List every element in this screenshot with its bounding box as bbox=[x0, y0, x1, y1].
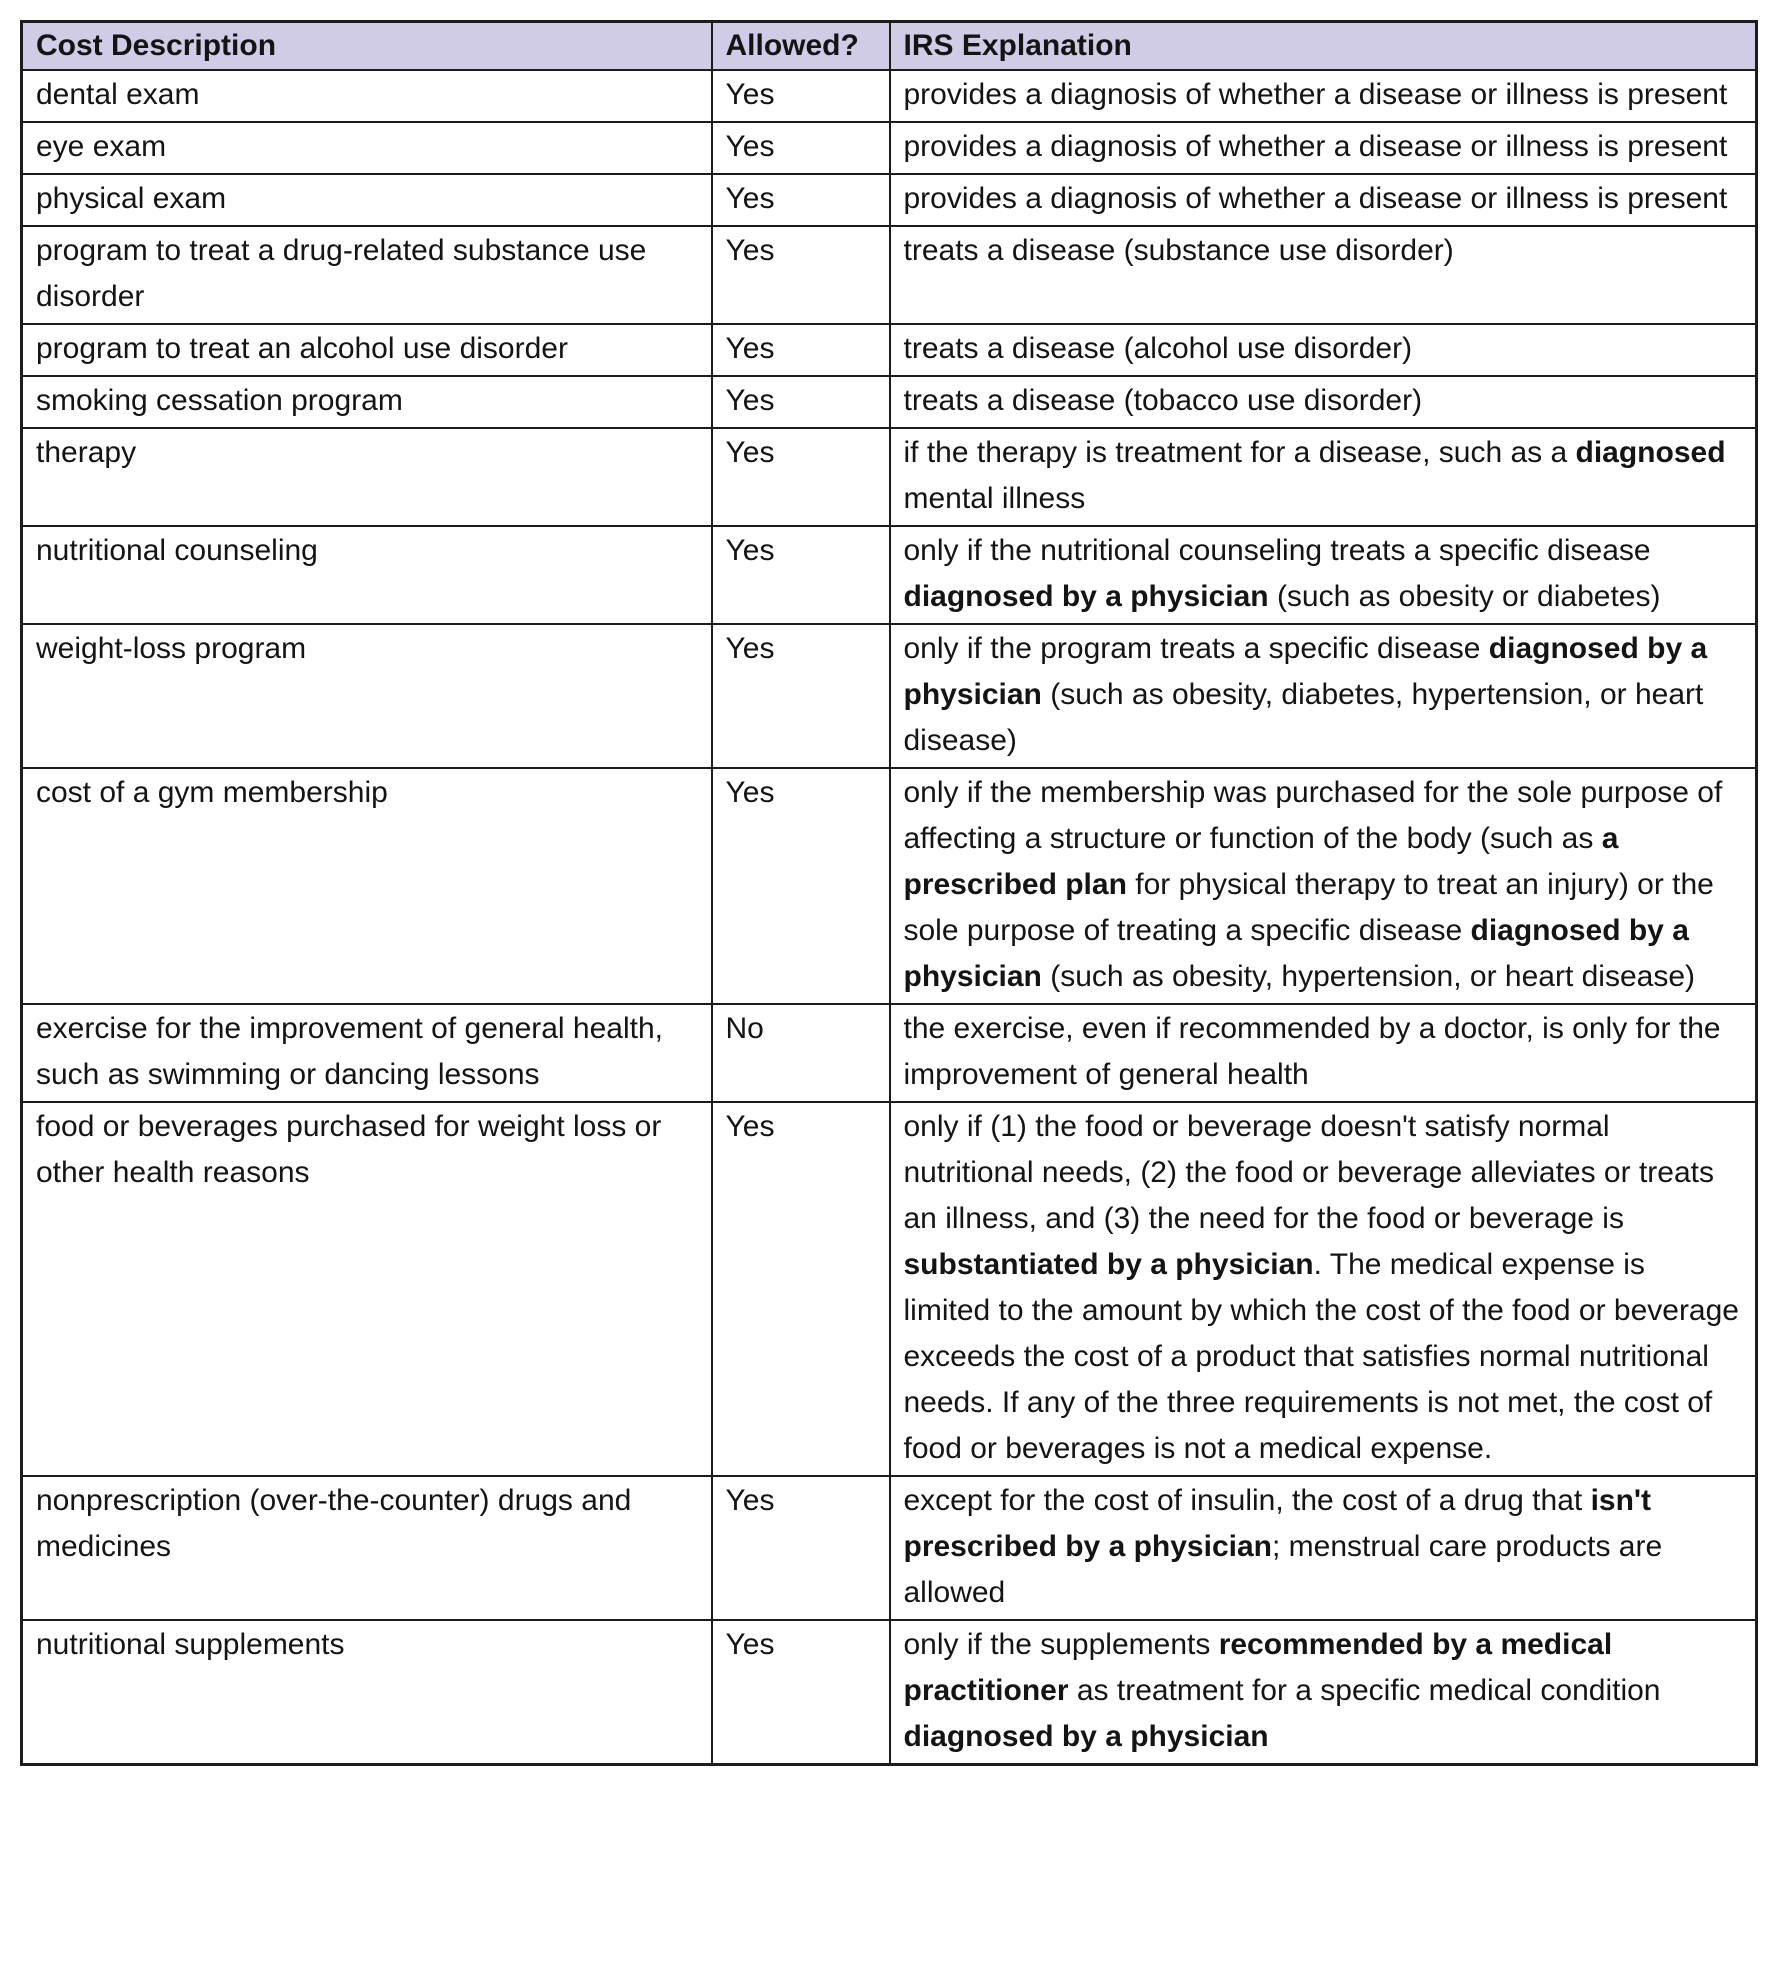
allowed-cell: Yes bbox=[712, 1102, 890, 1476]
header-allowed: Allowed? bbox=[712, 22, 890, 71]
cost-description-cell: eye exam bbox=[22, 122, 712, 174]
explanation-bold-segment: diagnosed by a physician bbox=[903, 580, 1269, 613]
explanation-bold-segment: substantiated by a physician bbox=[903, 1248, 1314, 1281]
cost-description-cell: food or beverages purchased for weight loss or other health reasons bbox=[22, 1102, 712, 1476]
explanation-bold-segment: diagnosed by a physician bbox=[903, 632, 1708, 711]
explanation-segment: only if (1) the food or beverage doesn't satisfy normal nutritional needs, (2) the food or beverage alleviates or treats an illness, and (3) the need for the food or beverage is bbox=[903, 1110, 1714, 1235]
explanation-segment: provides a diagnosis of whether a disease or illness is present bbox=[903, 182, 1728, 215]
allowed-cell: Yes bbox=[712, 324, 890, 376]
cost-description-cell: nonprescription (over-the-counter) drugs and medicines bbox=[22, 1476, 712, 1620]
cost-description-cell: physical exam bbox=[22, 174, 712, 226]
explanation-segment: treats a disease (alcohol use disorder) bbox=[903, 332, 1413, 365]
explanation-segment: treats a disease (tobacco use disorder) bbox=[903, 384, 1423, 417]
table-row bbox=[22, 1620, 1757, 1765]
explanation-segment: (such as obesity, diabetes, hypertension, or heart disease) bbox=[903, 678, 1704, 757]
cost-description-cell: weight-loss program bbox=[22, 624, 712, 768]
explanation-segment: the exercise, even if recommended by a doctor, is only for the improvement of general health bbox=[903, 1012, 1721, 1091]
explanation-segment: only if the membership was purchased for the sole purpose of affecting a structure or function of the body (such as bbox=[903, 776, 1723, 855]
allowed-cell: Yes bbox=[712, 70, 890, 122]
explanation-cell bbox=[890, 174, 1757, 226]
cost-description-cell: dental exam bbox=[22, 70, 712, 122]
explanation-segment: except for the cost of insulin, the cost of a drug that bbox=[903, 1484, 1591, 1517]
table-row bbox=[22, 174, 1757, 226]
header-irs-explanation: IRS Explanation bbox=[890, 22, 1757, 71]
explanation-segment: only if the program treats a specific disease bbox=[903, 632, 1489, 665]
table-row bbox=[22, 624, 1757, 768]
cost-description-cell: program to treat an alcohol use disorder bbox=[22, 324, 712, 376]
header-cost-description: Cost Description bbox=[22, 22, 712, 71]
explanation-cell bbox=[890, 1476, 1757, 1620]
table-row bbox=[22, 1476, 1757, 1620]
explanation-cell bbox=[890, 1620, 1757, 1765]
cost-description-cell: program to treat a drug-related substance use disorder bbox=[22, 226, 712, 324]
explanation-segment: provides a diagnosis of whether a disease or illness is present bbox=[903, 130, 1728, 163]
table-row bbox=[22, 768, 1757, 1004]
cost-description-cell: smoking cessation program bbox=[22, 376, 712, 428]
table-row bbox=[22, 70, 1757, 122]
explanation-bold-segment: a prescribed plan bbox=[903, 822, 1619, 901]
explanation-cell bbox=[890, 226, 1757, 324]
allowed-cell: Yes bbox=[712, 428, 890, 526]
cost-description-cell: cost of a gym membership bbox=[22, 768, 712, 1004]
explanation-segment: (such as obesity or diabetes) bbox=[1268, 580, 1661, 613]
explanation-cell bbox=[890, 1004, 1757, 1102]
allowed-cell: Yes bbox=[712, 226, 890, 324]
explanation-bold-segment: diagnosed by a physician bbox=[903, 1720, 1269, 1753]
cost-description-cell: nutritional supplements bbox=[22, 1620, 712, 1765]
explanation-segment: provides a diagnosis of whether a disease or illness is present bbox=[903, 78, 1728, 111]
explanation-segment: only if the nutritional counseling treats a specific disease bbox=[903, 534, 1651, 567]
cost-description-cell: nutritional counseling bbox=[22, 526, 712, 624]
table-row bbox=[22, 428, 1757, 526]
allowed-cell: Yes bbox=[712, 624, 890, 768]
allowed-cell: Yes bbox=[712, 122, 890, 174]
allowed-cell: Yes bbox=[712, 174, 890, 226]
table-body bbox=[22, 70, 1757, 1765]
explanation-bold-segment: recommended by a medical practitioner bbox=[903, 1628, 1613, 1707]
explanation-cell bbox=[890, 526, 1757, 624]
explanation-cell bbox=[890, 768, 1757, 1004]
explanation-segment: . The medical expense is limited to the amount by which the cost of the food or beverage exceeds the cost of a product that satisfies normal nutritional needs. If any of the three requirements is not met, the cost of food or beverages is not a medical expense. bbox=[903, 1248, 1739, 1465]
explanation-cell bbox=[890, 376, 1757, 428]
explanation-bold-segment: diagnosed by a physician bbox=[903, 914, 1689, 993]
explanation-segment: only if the supplements bbox=[903, 1628, 1219, 1661]
explanation-segment: mental illness bbox=[903, 482, 1086, 515]
explanation-cell bbox=[890, 624, 1757, 768]
explanation-cell bbox=[890, 122, 1757, 174]
explanation-segment: as treatment for a specific medical condition bbox=[1068, 1674, 1661, 1707]
allowed-cell: Yes bbox=[712, 526, 890, 624]
explanation-cell bbox=[890, 428, 1757, 526]
explanation-segment: if the therapy is treatment for a disease, such as a bbox=[903, 436, 1576, 469]
allowed-cell: Yes bbox=[712, 1620, 890, 1765]
explanation-segment: treats a disease (substance use disorder) bbox=[903, 234, 1454, 267]
allowed-cell: Yes bbox=[712, 768, 890, 1004]
medical-expenses-table bbox=[20, 20, 1758, 1766]
allowed-cell: Yes bbox=[712, 376, 890, 428]
explanation-segment: ; menstrual care products are allowed bbox=[903, 1530, 1663, 1609]
explanation-cell bbox=[890, 324, 1757, 376]
table-row bbox=[22, 122, 1757, 174]
explanation-bold-segment: diagnosed bbox=[1575, 436, 1726, 469]
table-row bbox=[22, 1004, 1757, 1102]
explanation-bold-segment: isn't prescribed by a physician bbox=[903, 1484, 1652, 1563]
cost-description-cell: exercise for the improvement of general health, such as swimming or dancing lessons bbox=[22, 1004, 712, 1102]
explanation-cell bbox=[890, 70, 1757, 122]
explanation-cell bbox=[890, 1102, 1757, 1476]
allowed-cell: No bbox=[712, 1004, 890, 1102]
explanation-segment: for physical therapy to treat an injury) or the sole purpose of treating a specific disease bbox=[903, 868, 1714, 947]
table-row bbox=[22, 376, 1757, 428]
header-row bbox=[22, 22, 1757, 71]
allowed-cell: Yes bbox=[712, 1476, 890, 1620]
explanation-segment: (such as obesity, hypertension, or heart disease) bbox=[1041, 960, 1696, 993]
table-row bbox=[22, 526, 1757, 624]
table-row bbox=[22, 324, 1757, 376]
cost-description-cell: therapy bbox=[22, 428, 712, 526]
table-row bbox=[22, 1102, 1757, 1476]
table-row bbox=[22, 226, 1757, 324]
